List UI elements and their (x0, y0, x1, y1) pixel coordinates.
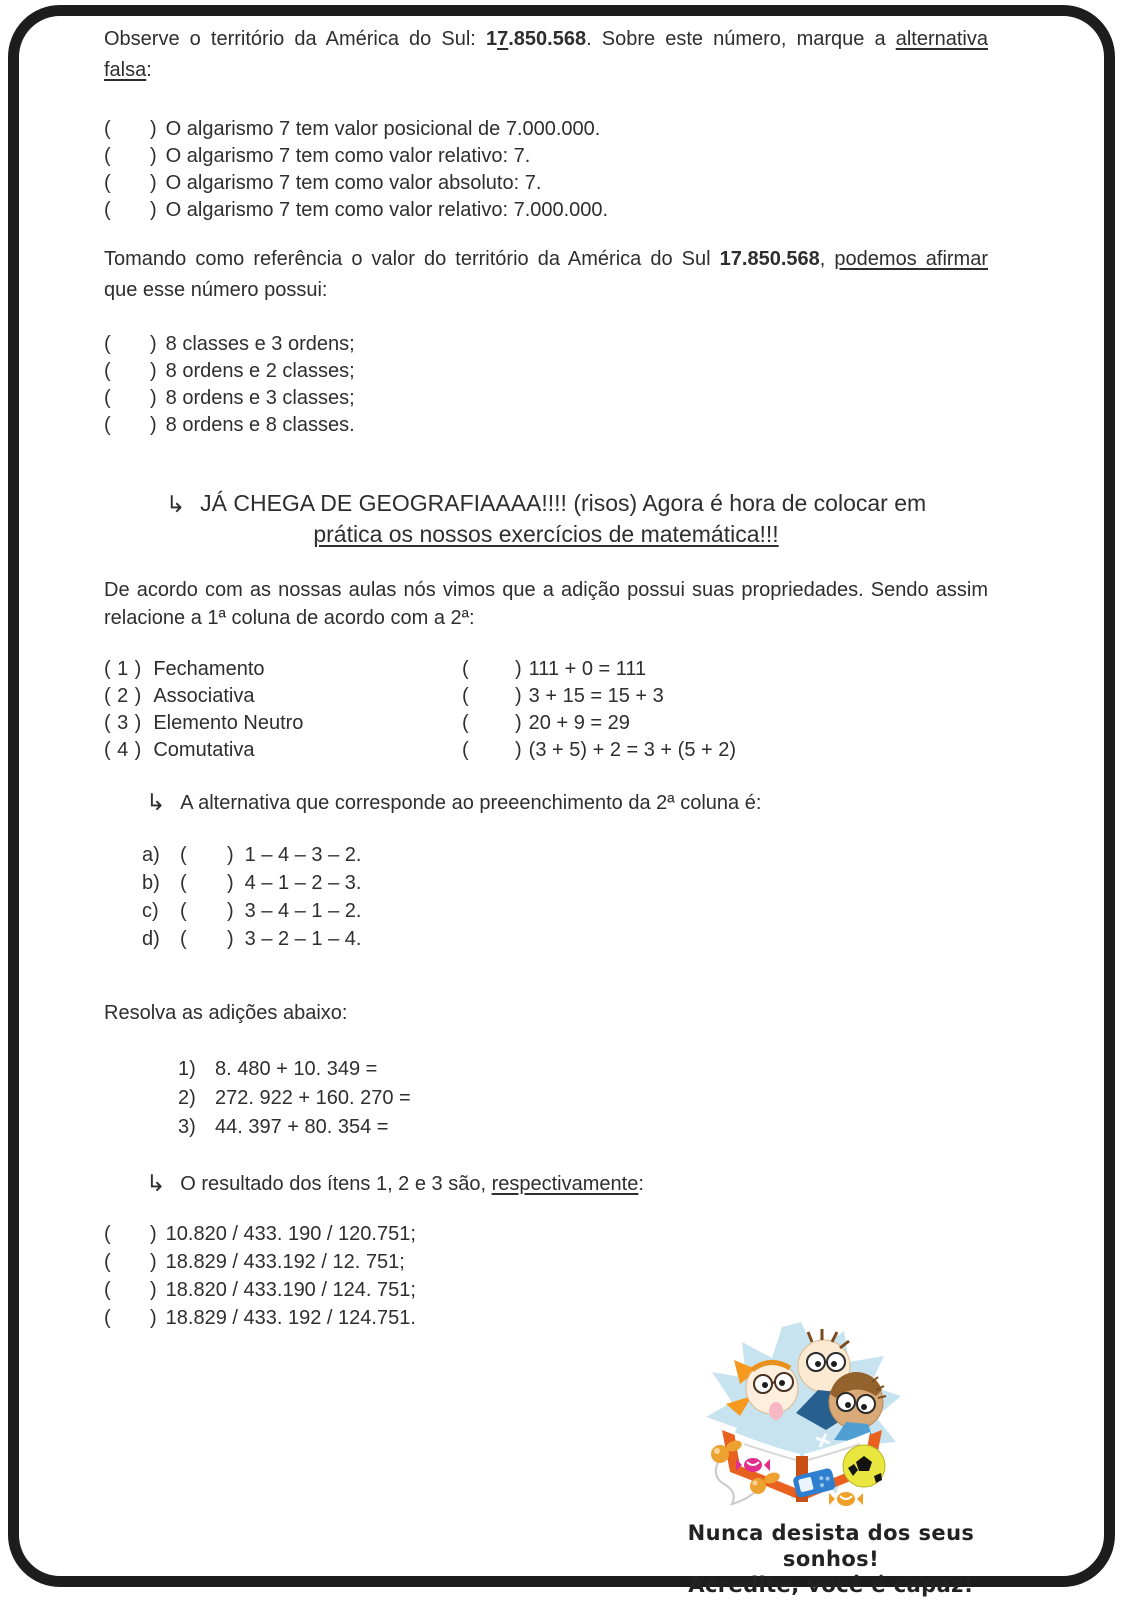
equation-text: 111 + 0 = 111 (528, 658, 647, 680)
alternative-letter: b) (142, 872, 160, 894)
open-paren: ( (104, 1279, 111, 1301)
alternative-value: 1 – 4 – 3 – 2. (244, 844, 362, 866)
question2-text (104, 244, 988, 306)
additions-list (178, 1055, 411, 1142)
open-paren: ( (104, 145, 111, 167)
alternative-row (142, 897, 361, 925)
question1-underlined-word2: falsa (104, 59, 147, 81)
property-number: 1 (117, 658, 129, 680)
matching-equation-row (462, 683, 736, 710)
matching-item (104, 710, 303, 737)
question2-comma: , (819, 248, 835, 270)
answer-option (104, 170, 988, 197)
option-text: 10.820 / 433. 190 / 120.751; (165, 1223, 416, 1245)
close-paren: ) (150, 360, 157, 382)
alternative-value: 3 – 4 – 1 – 2. (244, 900, 362, 922)
alternative-row (142, 869, 361, 897)
question1-underlined-word: alternativa (895, 28, 988, 50)
option-text: 8 ordens e 8 classes. (165, 414, 355, 436)
open-paren: ( (462, 739, 469, 761)
answer-option (104, 1220, 988, 1248)
alternative-value: 4 – 1 – 2 – 3. (244, 872, 362, 894)
close-paren: ) (134, 739, 142, 761)
close-paren: ) (150, 199, 157, 221)
property-number: 3 (117, 712, 129, 734)
open-paren: ( (104, 333, 111, 355)
question1-text (104, 24, 988, 86)
motivational-text (648, 1520, 1014, 1598)
open-paren: ( (104, 712, 111, 734)
close-paren: ) (150, 1251, 157, 1273)
alternative-value: 3 – 2 – 1 – 4. (244, 928, 362, 950)
close-paren: ) (227, 928, 234, 950)
option-text: O algarismo 7 tem como valor relativo: 7.000.000. (165, 199, 609, 221)
question2-line2: que esse número possui: (104, 279, 328, 301)
number-part: 1 (485, 28, 498, 50)
matching-prompt-text: A alternativa que corresponde ao preeenchimento da 2ª coluna é: (180, 792, 762, 814)
matching-equation-row (462, 710, 736, 737)
question2-pre: Tomando como referência o valor do território da América do Sul (104, 248, 720, 270)
close-paren: ) (227, 900, 234, 922)
close-paren: ) (150, 387, 157, 409)
matching-equation-row (462, 656, 736, 683)
close-paren: ) (150, 145, 157, 167)
close-paren: ) (227, 844, 234, 866)
number-part: .850.568 (508, 28, 587, 50)
matching-intro-line2: relacione a 1ª coluna de acordo com a 2ª: (104, 607, 475, 629)
answer-option (104, 1276, 988, 1304)
answer-option (104, 116, 988, 143)
open-paren: ( (104, 118, 111, 140)
alternative-row (142, 841, 361, 869)
question1-pre: Observe o território da América do Sul: (104, 28, 486, 50)
close-paren: ) (134, 685, 142, 707)
open-paren: ( (180, 900, 187, 922)
motto-line1: Nunca desista dos seus sonhos! (687, 1521, 975, 1571)
answer-option (104, 358, 988, 385)
question2-options (104, 331, 988, 439)
option-text: O algarismo 7 tem valor posicional de 7.000.000. (165, 118, 601, 140)
close-paren: ) (515, 658, 522, 680)
close-paren: ) (227, 872, 234, 894)
addition-expression: 272. 922 + 160. 270 = (215, 1087, 411, 1109)
soccer-ball-icon (843, 1445, 885, 1487)
matching-intro (104, 576, 988, 632)
curved-arrow-icon: ↳ (146, 1170, 166, 1196)
close-paren: ) (150, 118, 157, 140)
option-text: 18.820 / 433.190 / 124. 751; (165, 1279, 416, 1301)
option-text: 18.829 / 433. 192 / 124.751. (165, 1307, 416, 1329)
open-paren: ( (104, 172, 111, 194)
matching-column2 (462, 656, 736, 764)
open-paren: ( (104, 360, 111, 382)
addition-expression: 8. 480 + 10. 349 = (215, 1058, 378, 1080)
alternative-row (142, 925, 361, 953)
matching-equation-row (462, 737, 736, 764)
question1-line1 (104, 24, 988, 55)
results-prompt-colon: : (638, 1173, 644, 1195)
alternative-letter: d) (142, 928, 160, 950)
open-paren: ( (104, 1251, 111, 1273)
option-text: O algarismo 7 tem como valor absoluto: 7. (165, 172, 542, 194)
question1-mid: . Sobre este número, marque a (586, 28, 896, 50)
open-paren: ( (180, 928, 187, 950)
territory-number (486, 28, 586, 50)
close-paren: ) (134, 658, 142, 680)
alternatives-list (142, 841, 361, 953)
addition-number: 3) (178, 1116, 196, 1138)
open-paren: ( (104, 414, 111, 436)
children-reading-illustration (696, 1318, 910, 1512)
equation-text: 20 + 9 = 29 (528, 712, 630, 734)
results-prompt (146, 1169, 644, 1198)
curved-arrow-icon: ↳ (146, 789, 166, 815)
additions-title: Resolva as adições abaixo: (104, 1002, 348, 1024)
matching-column1 (104, 656, 303, 764)
answer-option (104, 1248, 988, 1276)
banner-line2-text: prática os nossos exercícios de matemática!!! (313, 521, 779, 547)
equation-text: 3 + 15 = 15 + 3 (528, 685, 664, 707)
property-label: Associativa (153, 685, 255, 707)
close-paren: ) (515, 685, 522, 707)
results-options (104, 1220, 988, 1332)
motto-line2: Acredite, você é capaz! (688, 1573, 974, 1597)
addition-number: 2) (178, 1087, 196, 1109)
open-paren: ( (104, 658, 111, 680)
addition-row (178, 1113, 411, 1142)
addition-row (178, 1084, 411, 1113)
close-paren: ) (150, 1307, 157, 1329)
open-paren: ( (180, 872, 187, 894)
close-paren: ) (150, 1279, 157, 1301)
answer-option (104, 143, 988, 170)
close-paren: ) (515, 739, 522, 761)
answer-option (104, 412, 988, 439)
results-prompt-underlined: respectivamente (491, 1173, 639, 1195)
open-paren: ( (104, 1307, 111, 1329)
option-text: 8 ordens e 2 classes; (165, 360, 355, 382)
alternative-letter: a) (142, 844, 160, 866)
close-paren: ) (515, 712, 522, 734)
open-paren: ( (180, 844, 187, 866)
open-paren: ( (104, 1223, 111, 1245)
open-paren: ( (462, 685, 469, 707)
equation-text: (3 + 5) + 2 = 3 + (5 + 2) (528, 739, 737, 761)
curved-arrow-icon: ↳ (165, 491, 186, 517)
matching-prompt (146, 788, 761, 817)
addition-expression: 44. 397 + 80. 354 = (215, 1116, 389, 1138)
close-paren: ) (150, 1223, 157, 1245)
property-number: 4 (117, 739, 129, 761)
number-part-underlined: 7 (497, 28, 509, 50)
question1-colon: : (146, 59, 152, 81)
open-paren: ( (104, 199, 111, 221)
matching-item (104, 683, 303, 710)
open-paren: ( (462, 712, 469, 734)
question2-underlined: podemos afirmar (834, 248, 988, 270)
close-paren: ) (134, 712, 142, 734)
property-label: Elemento Neutro (153, 712, 304, 734)
banner-line1-text: JÁ CHEGA DE GEOGRAFIAAAA!!!! (risos) Agora é hora de colocar em (200, 490, 927, 516)
territory-number: 17.850.568 (719, 248, 820, 270)
answer-option (104, 197, 988, 224)
open-paren: ( (104, 387, 111, 409)
property-label: Fechamento (153, 658, 265, 680)
question2-line1 (104, 244, 988, 275)
answer-option (104, 385, 988, 412)
question1-line2 (104, 55, 988, 86)
results-prompt-pre: O resultado dos ítens 1, 2 e 3 são, (180, 1173, 492, 1195)
close-paren: ) (150, 333, 157, 355)
open-paren: ( (104, 739, 111, 761)
matching-item (104, 737, 303, 764)
candy-icon (829, 1492, 863, 1506)
addition-number: 1) (178, 1058, 196, 1080)
option-text: O algarismo 7 tem como valor relativo: 7. (165, 145, 531, 167)
banner-line1 (104, 488, 988, 519)
open-paren: ( (462, 658, 469, 680)
option-text: 8 ordens e 3 classes; (165, 387, 355, 409)
alternative-letter: c) (142, 900, 159, 922)
option-text: 18.829 / 433.192 / 12. 751; (165, 1251, 405, 1273)
question1-options (104, 116, 988, 224)
property-label: Comutativa (153, 739, 255, 761)
answer-option (104, 331, 988, 358)
section-banner (104, 488, 988, 550)
matching-intro-line1: De acordo com as nossas aulas nós vimos que a adição possui suas propriedades. Sendo assim (104, 579, 988, 601)
property-number: 2 (117, 685, 129, 707)
close-paren: ) (150, 172, 157, 194)
open-paren: ( (104, 685, 111, 707)
close-paren: ) (150, 414, 157, 436)
addition-row (178, 1055, 411, 1084)
option-text: 8 classes e 3 ordens; (165, 333, 355, 355)
matching-item (104, 656, 303, 683)
